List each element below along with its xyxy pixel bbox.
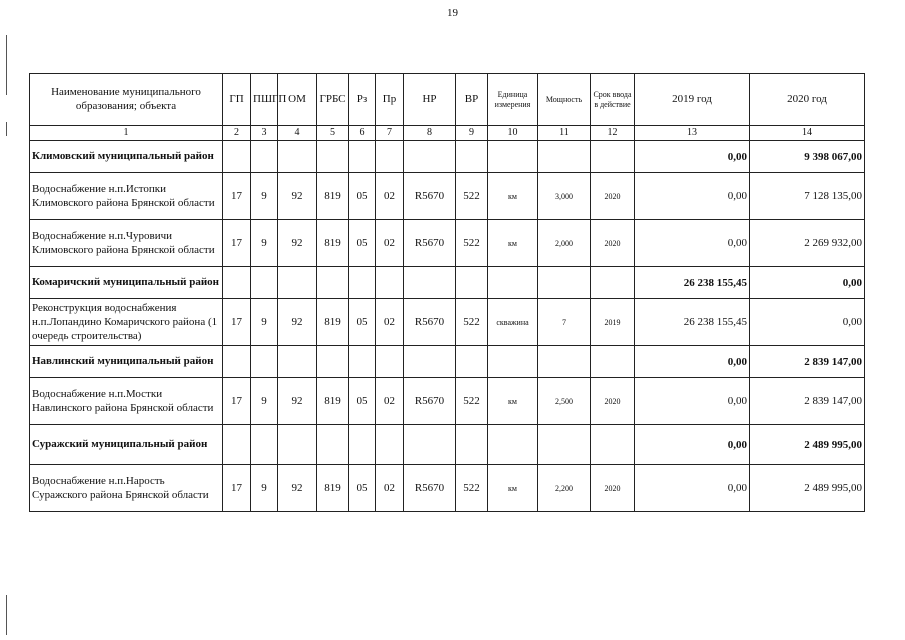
cell-rz: 05 [349,220,376,267]
cell-om: 92 [278,220,317,267]
cell-vr [456,141,488,173]
district-name: Суражский муниципальный район [30,425,223,465]
cell-gp: 17 [223,299,251,346]
cell-2019: 0,00 [635,220,750,267]
district-name: Комаричский муниципальный район [30,267,223,299]
cell-om [278,425,317,465]
cell-om: 92 [278,378,317,425]
cell-grbs [317,141,349,173]
header-term: Срок ввода в действие [591,74,635,126]
cell-gp [223,346,251,378]
cell-pshgp [251,141,278,173]
cell-vr [456,267,488,299]
header-2019: 2019 год [635,74,750,126]
cell-capacity: 3,000 [538,173,591,220]
table-row [30,173,865,220]
cell-gp [223,425,251,465]
table-row [30,299,865,346]
cell-grbs: 819 [317,299,349,346]
cell-grbs [317,346,349,378]
cell-nr [404,267,456,299]
cell-2019: 26 238 155,45 [635,267,750,299]
cell-capacity [538,425,591,465]
header-capacity: Мощность [538,74,591,126]
cell-om [278,141,317,173]
scan-edge-mark [6,35,7,95]
cell-gp: 17 [223,465,251,512]
cell-om: 92 [278,173,317,220]
cell-2020: 2 839 147,00 [750,378,865,425]
cell-unit: км [488,465,538,512]
cell-om [278,346,317,378]
cell-2019: 0,00 [635,141,750,173]
cell-vr: 522 [456,173,488,220]
cell-pshgp [251,346,278,378]
group-row [30,141,865,173]
column-number: 7 [376,126,404,141]
cell-term [591,141,635,173]
district-name: Климовский муниципальный район [30,141,223,173]
cell-rz: 05 [349,465,376,512]
cell-pshgp: 9 [251,220,278,267]
cell-unit [488,346,538,378]
column-number: 6 [349,126,376,141]
cell-gp: 17 [223,220,251,267]
group-row [30,425,865,465]
group-row [30,267,865,299]
cell-unit [488,141,538,173]
cell-nr: R5670 [404,173,456,220]
cell-2020: 0,00 [750,267,865,299]
cell-rz [349,425,376,465]
cell-rz [349,141,376,173]
cell-capacity: 2,000 [538,220,591,267]
column-number: 4 [278,126,317,141]
cell-rz: 05 [349,378,376,425]
cell-unit [488,425,538,465]
object-name: Водоснабжение н.п.Мостки Навлинского района Брянской области [30,378,223,425]
cell-2020: 0,00 [750,299,865,346]
cell-vr [456,425,488,465]
cell-nr: R5670 [404,465,456,512]
object-name: Водоснабжение н.п.Истопки Климовского района Брянской области [30,173,223,220]
cell-2020: 7 128 135,00 [750,173,865,220]
table-row [30,465,865,512]
column-number: 5 [317,126,349,141]
column-number: 14 [750,126,865,141]
cell-term [591,425,635,465]
column-number: 13 [635,126,750,141]
cell-pr [376,425,404,465]
header-unit: Единица измерения [488,74,538,126]
cell-capacity [538,346,591,378]
cell-term [591,267,635,299]
header-rz: Рз [349,74,376,126]
cell-nr [404,425,456,465]
header-grbs: ГРБС [317,74,349,126]
cell-2020: 2 839 147,00 [750,346,865,378]
header-om: ОМ [278,74,317,126]
cell-unit: км [488,378,538,425]
cell-rz: 05 [349,173,376,220]
column-number-row [30,126,865,141]
cell-2019: 0,00 [635,378,750,425]
cell-gp [223,141,251,173]
cell-2019: 0,00 [635,173,750,220]
cell-grbs [317,267,349,299]
table-body [30,141,865,512]
cell-pshgp [251,267,278,299]
district-name: Навлинский муниципальный район [30,346,223,378]
object-name: Водоснабжение н.п.Чуровичи Климовского района Брянской области [30,220,223,267]
cell-term: 2019 [591,299,635,346]
header-name: Наименование муниципального образования; объекта [30,74,223,126]
header-gp: ГП [223,74,251,126]
cell-nr [404,141,456,173]
header-pshgp: ПШГП [251,74,278,126]
cell-pshgp [251,425,278,465]
cell-term: 2020 [591,173,635,220]
cell-nr [404,346,456,378]
cell-nr: R5670 [404,299,456,346]
cell-term: 2020 [591,220,635,267]
cell-unit [488,267,538,299]
cell-2020: 9 398 067,00 [750,141,865,173]
cell-pshgp: 9 [251,173,278,220]
cell-pr [376,346,404,378]
budget-table [29,73,865,512]
cell-gp: 17 [223,378,251,425]
cell-2019: 26 238 155,45 [635,299,750,346]
cell-pshgp: 9 [251,378,278,425]
scan-edge-mark [6,122,7,136]
cell-rz [349,267,376,299]
header-vr: ВР [456,74,488,126]
cell-om: 92 [278,465,317,512]
cell-capacity [538,141,591,173]
cell-2019: 0,00 [635,346,750,378]
cell-pr: 02 [376,220,404,267]
cell-unit: км [488,220,538,267]
cell-pshgp: 9 [251,299,278,346]
cell-gp: 17 [223,173,251,220]
cell-pr: 02 [376,465,404,512]
cell-grbs: 819 [317,378,349,425]
cell-vr [456,346,488,378]
cell-pr: 02 [376,173,404,220]
cell-capacity [538,267,591,299]
cell-vr: 522 [456,220,488,267]
column-number: 3 [251,126,278,141]
cell-term: 2020 [591,465,635,512]
table-row [30,220,865,267]
cell-2019: 0,00 [635,465,750,512]
column-number: 1 [30,126,223,141]
cell-rz: 05 [349,299,376,346]
cell-grbs: 819 [317,465,349,512]
column-number: 10 [488,126,538,141]
cell-grbs [317,425,349,465]
cell-grbs: 819 [317,220,349,267]
table-row [30,378,865,425]
column-number: 9 [456,126,488,141]
cell-pr: 02 [376,299,404,346]
header-nr: НР [404,74,456,126]
cell-rz [349,346,376,378]
cell-unit: км [488,173,538,220]
cell-2020: 2 489 995,00 [750,425,865,465]
cell-pr [376,141,404,173]
cell-nr: R5670 [404,378,456,425]
cell-nr: R5670 [404,220,456,267]
cell-gp [223,267,251,299]
cell-om [278,267,317,299]
object-name: Водоснабжение н.п.Нарость Суражского района Брянской области [30,465,223,512]
cell-grbs: 819 [317,173,349,220]
cell-pshgp: 9 [251,465,278,512]
cell-2020: 2 489 995,00 [750,465,865,512]
column-number: 12 [591,126,635,141]
cell-capacity: 7 [538,299,591,346]
column-number: 8 [404,126,456,141]
cell-vr: 522 [456,465,488,512]
header-row [30,74,865,126]
cell-vr: 522 [456,299,488,346]
page-number: 19 [447,7,458,19]
header-2020: 2020 год [750,74,865,126]
cell-pr [376,267,404,299]
cell-capacity: 2,200 [538,465,591,512]
cell-term [591,346,635,378]
cell-2019: 0,00 [635,425,750,465]
cell-pr: 02 [376,378,404,425]
column-number: 11 [538,126,591,141]
cell-unit: скважина [488,299,538,346]
cell-term: 2020 [591,378,635,425]
object-name: Реконструкция водоснабжения н.п.Лопандино Комаричского района (1 очередь строительства) [30,299,223,346]
cell-om: 92 [278,299,317,346]
cell-2020: 2 269 932,00 [750,220,865,267]
group-row [30,346,865,378]
cell-vr: 522 [456,378,488,425]
scan-edge-mark [6,595,7,635]
cell-capacity: 2,500 [538,378,591,425]
column-number: 2 [223,126,251,141]
header-pr: Пр [376,74,404,126]
